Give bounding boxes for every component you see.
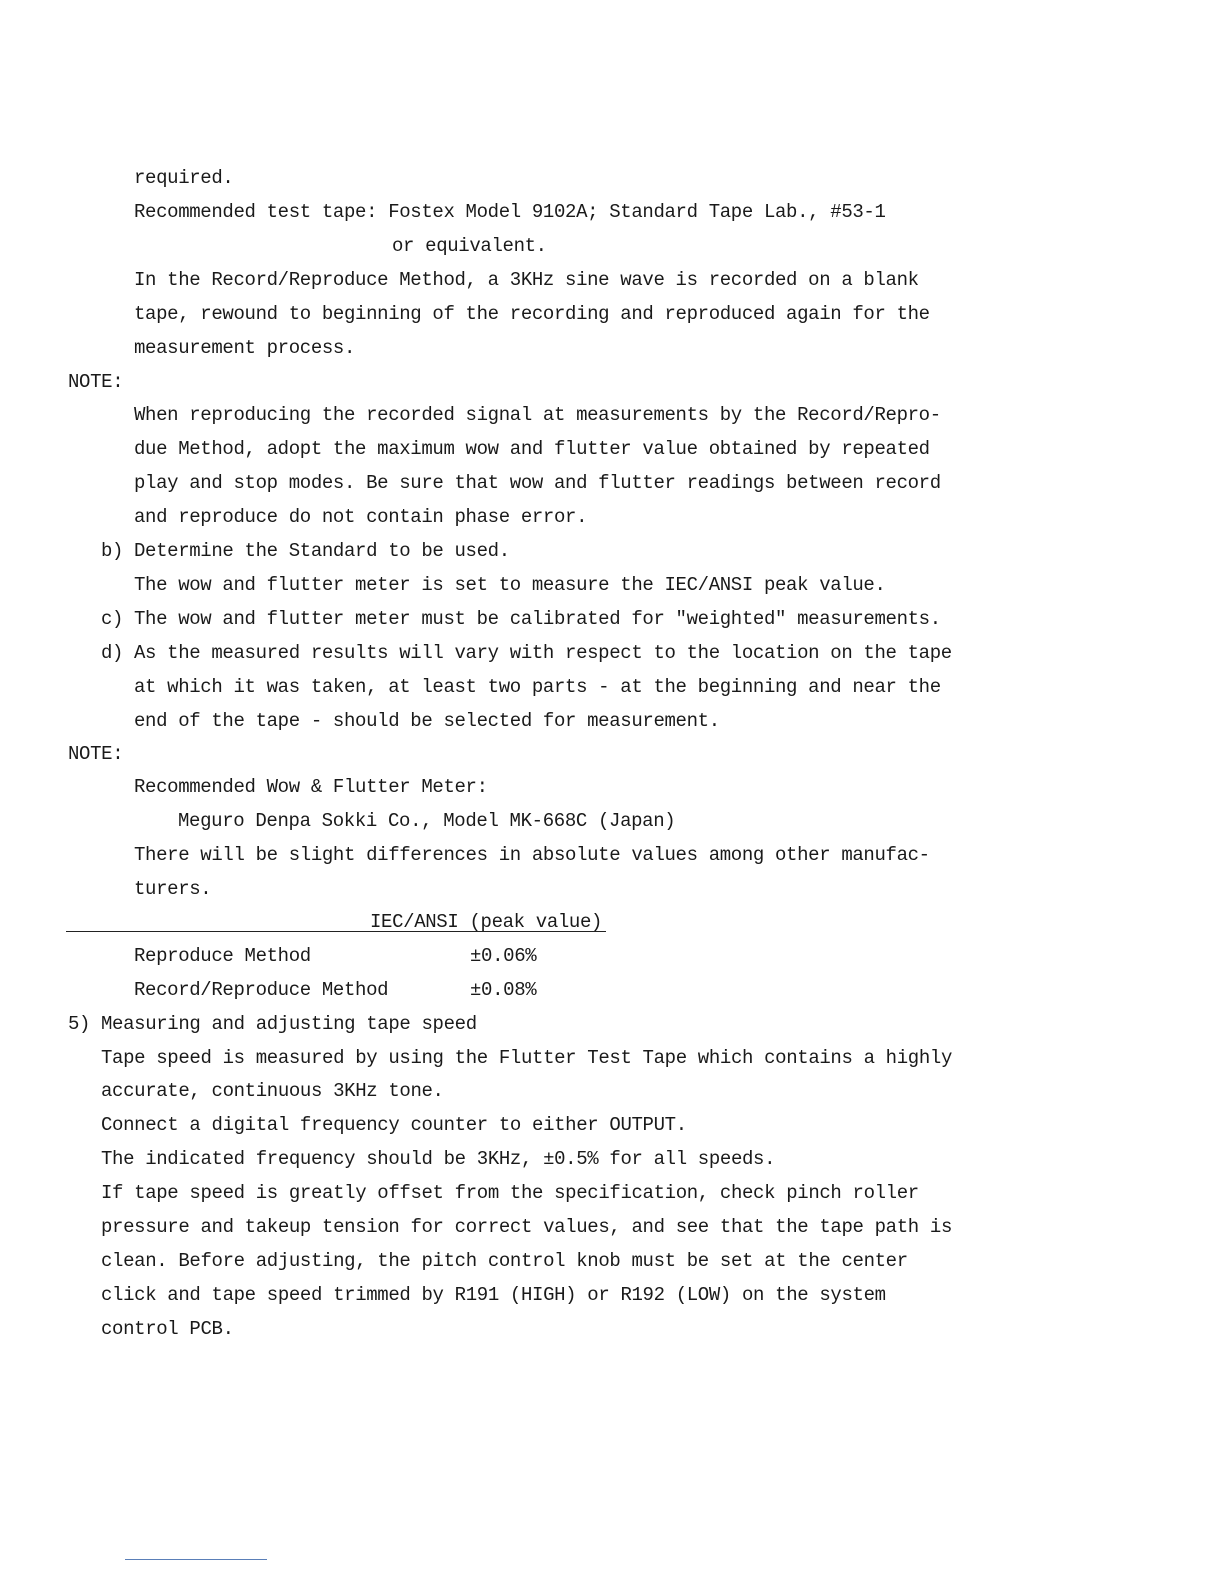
text-line: As the measured results will vary with respect to the location on the tape (134, 642, 952, 664)
text-line: measurement process. (134, 337, 356, 359)
list-marker: d) (101, 642, 124, 664)
table-cell-method: Record/Reproduce Method (134, 979, 389, 1001)
text-line: due Method, adopt the maximum wow and flutter value obtained by repeated (134, 438, 930, 460)
list-marker: c) (101, 608, 124, 630)
table-header-rule (66, 931, 606, 932)
text-line: play and stop modes. Be sure that wow and flutter readings between record (134, 472, 941, 494)
list-marker: b) (101, 540, 124, 562)
text-line: If tape speed is greatly offset from the specification, check pinch roller (101, 1182, 919, 1204)
text-line: The indicated frequency should be 3KHz, ±0.5% for all speeds. (101, 1148, 776, 1170)
text-line: required. (134, 167, 234, 189)
text-line: Recommended test tape: Fostex Model 9102A; Standard Tape Lab., #53-1 (134, 201, 886, 223)
text-line: click and tape speed trimmed by R191 (HIGH) or R192 (LOW) on the system (101, 1284, 886, 1306)
text-line: tape, rewound to beginning of the recording and reproduced again for the (134, 303, 930, 325)
note-heading: NOTE: (68, 371, 124, 393)
text-line: control PCB. (101, 1318, 234, 1340)
text-line: accurate, continuous 3KHz tone. (101, 1080, 444, 1102)
text-line: at which it was taken, at least two parts - at the beginning and near the (134, 676, 941, 698)
table-cell-value: ±0.08% (470, 979, 537, 1001)
text-line: When reproducing the recorded signal at measurements by the Record/Repro- (134, 404, 941, 426)
text-line: Tape speed is measured by using the Flutter Test Tape which contains a highly (101, 1047, 952, 1069)
text-line: There will be slight differences in absolute values among other manufac- (134, 844, 930, 866)
text-line: Recommended Wow & Flutter Meter: (134, 776, 488, 798)
text-line: pressure and takeup tension for correct values, and see that the tape path is (101, 1216, 952, 1238)
text-line: Determine the Standard to be used. (134, 540, 510, 562)
text-line: clean. Before adjusting, the pitch control knob must be set at the center (101, 1250, 908, 1272)
text-line: end of the tape - should be selected for measurement. (134, 710, 720, 732)
text-line: The wow and flutter meter must be calibrated for "weighted" measurements. (134, 608, 941, 630)
section-title: Measuring and adjusting tape speed (101, 1013, 477, 1035)
note-heading: NOTE: (68, 743, 124, 765)
table-cell-method: Reproduce Method (134, 945, 311, 967)
text-line: and reproduce do not contain phase error. (134, 506, 588, 528)
text-line: or equivalent. (392, 235, 547, 257)
text-line: In the Record/Reproduce Method, a 3KHz sine wave is recorded on a blank (134, 269, 919, 291)
text-line: Meguro Denpa Sokki Co., Model MK-668C (Japan) (178, 810, 676, 832)
table-cell-value: ±0.06% (470, 945, 537, 967)
text-line: turers. (134, 878, 212, 900)
section-number: 5) (68, 1013, 91, 1035)
text-line: Connect a digital frequency counter to either OUTPUT. (101, 1114, 687, 1136)
table-header: IEC/ANSI (peak value) (370, 911, 603, 933)
text-line: The wow and flutter meter is set to measure the IEC/ANSI peak value. (134, 574, 886, 596)
footer-rule (125, 1559, 267, 1560)
